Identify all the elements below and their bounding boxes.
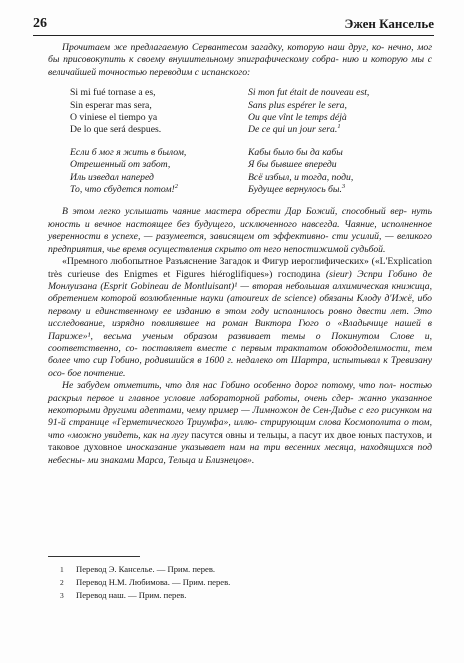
text-line: стрирующим слова Космополита о том, что «можно увидеть, как на лугу bbox=[48, 417, 433, 441]
paragraph-2 bbox=[48, 206, 432, 256]
poem-line bbox=[70, 184, 248, 196]
intro-line: нечно, мог бы присовокупить к своему внушительному эпиграфическому собра- bbox=[48, 42, 433, 66]
text-line: (amoureux de science) обязаны Клоду д'Ижё, ибо первому и единственному ее bbox=[48, 293, 432, 317]
poem-line: Sin esperar mas sera, bbox=[70, 99, 152, 111]
text-line: ностью раскрыл первое и главное условие лабораторной работы, очень сдер- bbox=[48, 380, 433, 404]
text-line: бое почтение. bbox=[67, 367, 126, 379]
footnote-ref: 3 bbox=[341, 182, 346, 190]
paragraph-3 bbox=[48, 256, 432, 380]
footnote-number: 1 bbox=[60, 565, 64, 574]
text-line: поставляет вместе с первым трактатом обоюдоделимости, тем более что сир bbox=[48, 342, 433, 367]
footnote-ref: 2 bbox=[174, 182, 179, 190]
footnote-rule bbox=[48, 556, 140, 557]
poem-line: Я бы бывшее впереди bbox=[248, 159, 337, 171]
poem-line: Ou que vînt le temps déjà bbox=[248, 112, 347, 124]
poem-line: Если б мог я жить в былом, bbox=[70, 146, 187, 158]
footnote-number: 3 bbox=[60, 591, 64, 600]
footnotes bbox=[60, 563, 420, 602]
text-line: пасутся овны и тельцы, а пасут их двое юных пастухов, и таковое духовное bbox=[48, 429, 432, 454]
text-line: де Сен-Дидье с его рисунком на 91-й странице «Герметического Триумфа», иллю- bbox=[48, 404, 433, 429]
footnote-text: Перевод Н.М. Любимова. — Прим. перев. bbox=[76, 577, 231, 587]
intro-line: Прочитаем же предлагаемую Сервантесом загадку, которую наш друг, ко- bbox=[62, 42, 385, 53]
poem-line: Si mon fut était de nouveau est, bbox=[248, 87, 370, 99]
text-line: жанно указанное некоторыми другими адептами, чему пример — Лимножон bbox=[48, 392, 433, 416]
page-body bbox=[48, 42, 432, 467]
poem-line bbox=[248, 124, 426, 136]
text-line: иносказание указывает нам на три весенних месяца, находящихся под небесны- bbox=[48, 442, 433, 466]
page-number: 26 bbox=[33, 16, 47, 31]
footnote-number: 2 bbox=[60, 578, 64, 587]
text-line: «Премного любопытное Разъяснение Загадок и Фигур иероглифических» bbox=[62, 256, 369, 268]
footnote-ref: 1 bbox=[337, 123, 341, 131]
text-line: («L'Explication très curieuse des Enigmes et Figures hiéroglifiques») господина bbox=[48, 256, 433, 280]
text-line: ми знаками Марса, Тельца и Близнецов». bbox=[87, 454, 255, 466]
text-line: В этом легко услышать чаяние мастера обрести Дар Божий, способный вер- bbox=[62, 206, 407, 218]
poem-line: De lo que será despues. bbox=[70, 124, 162, 136]
footnote-text: Перевод наш. — Прим. перев. bbox=[76, 590, 187, 600]
text-line: повлиявшее на роман Виктора Гюго о «Владычице нашей в Париже»¹, весьма bbox=[48, 318, 433, 342]
text-line: непостижимой судьбой. bbox=[283, 243, 386, 255]
poem-line-text: Будущее вернулось бы. bbox=[248, 184, 342, 196]
poem-line: O viniese el tiempo ya bbox=[70, 112, 158, 124]
paragraph-4 bbox=[48, 380, 432, 467]
text-line: ученым образом развивает темы о Покинутом Слове и, соответственно, со- bbox=[48, 330, 432, 354]
poem-line-text: De ce qui un jour sera. bbox=[248, 124, 338, 136]
intro-line: нию и которую мы с величайшей точностью переводим с испанского: bbox=[48, 54, 433, 78]
text-line: Гобино, родившийся в 1600 г. недалеко от Шартра, испытывал к Тревизану осо- bbox=[48, 355, 432, 379]
poem-spanish-french bbox=[70, 87, 432, 137]
poem-line: Иль изведал наперед bbox=[70, 171, 154, 183]
poem-russian bbox=[70, 147, 432, 197]
poem-russian-left-column bbox=[70, 147, 248, 197]
running-head: Эжен Канселье bbox=[344, 16, 434, 31]
poem-russian-right-column bbox=[248, 147, 426, 197]
poem-line: Si mi fué tornase a es, bbox=[70, 87, 156, 99]
poem-spanish-column bbox=[70, 87, 248, 137]
text-line: исполненное уверенности в успехе, — разумеется, зависящем от эффективно- bbox=[48, 218, 432, 243]
header-rule bbox=[33, 35, 434, 36]
footnote bbox=[60, 589, 420, 602]
footnote bbox=[60, 576, 420, 589]
intro-paragraph bbox=[48, 42, 432, 79]
poem-french-column bbox=[248, 87, 426, 137]
poem-line: Отрешенный от забот, bbox=[70, 159, 171, 171]
poem-line: Sans plus espérer le sera, bbox=[248, 99, 347, 111]
poem-line: Всё избыл, и тогда, поди, bbox=[248, 171, 354, 183]
footnote bbox=[60, 563, 420, 576]
text-line: небольшая алхимическая книжица, обретением которой возлюбленные науки bbox=[48, 280, 432, 305]
text-line: сти усилий, — великого предприятия, чье время осуществления скрыто от него bbox=[48, 231, 433, 255]
footnote-text: Перевод Э. Канселье. — Прим. перев. bbox=[76, 564, 216, 574]
text-line: нуть юность и вечное настоящее без будущего, исключенного навсегда. Чаяние, bbox=[48, 206, 433, 230]
text-line: Не забудем отметить, что для нас Гобино особенно дорог потому, что пол- bbox=[62, 380, 397, 392]
poem-line: Кабы было бы да кабы bbox=[248, 146, 343, 158]
poem-line bbox=[248, 184, 426, 196]
text-line: (sieur) Эспри Гобино де Монлуизана (Esprit Gobineau de Montluisant)¹ — вторая bbox=[48, 268, 432, 292]
text-line: изданию в этом году исполнилось ровно двести лет. Это исследование, изрядно bbox=[48, 305, 432, 330]
poem-line-text: То, что сбудется потом! bbox=[70, 184, 175, 196]
page-header bbox=[33, 16, 434, 30]
